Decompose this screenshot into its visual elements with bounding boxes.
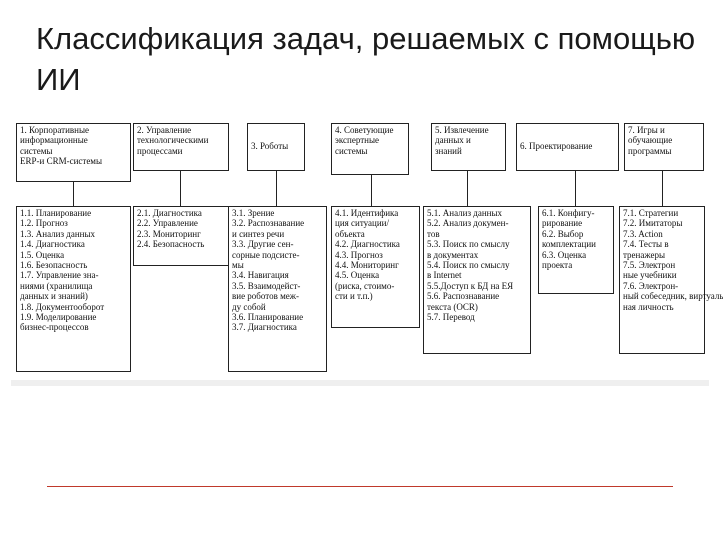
connector-7 [662, 171, 663, 206]
list-item: 1.8. Документооборот [20, 301, 105, 312]
list-item: и синтез речи [232, 228, 285, 239]
list-item: 4.4. Мониторинг [335, 260, 399, 271]
list-item: 5.4. Поиск по смыслу [427, 260, 510, 271]
connector-1 [73, 182, 74, 206]
list-item: 1.3. Анализ данных [20, 228, 96, 239]
list-item: 5.5.Доступ к БД на ЕЯ [427, 280, 514, 291]
items-box-4 [331, 206, 420, 328]
list-item: 3.2. Распознавание [232, 218, 305, 229]
list-item: 2.1. Диагностика [137, 208, 202, 218]
category-box-4 [331, 123, 409, 175]
list-item: ный собеседник, виртуаль [623, 291, 723, 302]
list-item: 4.3. Прогноз [335, 249, 383, 260]
list-item: 1.4. Диагностика [20, 239, 85, 250]
list-item: 7.5. Электрон [623, 260, 676, 271]
items-box-2 [133, 206, 229, 266]
items-box-7 [619, 206, 723, 354]
list-item: 4.5. Оценка [335, 270, 380, 281]
list-item: 3.3. Другие сен- [232, 239, 294, 250]
category-box-3 [247, 123, 305, 171]
connector-3 [276, 171, 277, 206]
list-item: 5.2. Анализ докумен- [427, 218, 509, 229]
list-item: 2.3. Мониторинг [137, 228, 201, 239]
list-item: текста (OCR) [427, 301, 478, 312]
category-box-6 [516, 123, 619, 171]
category-label: 3. Роботы [251, 141, 289, 151]
list-item: 1.5. Оценка [20, 249, 65, 260]
list-item: тренажеры [623, 249, 665, 260]
list-item: 1.7. Управление зна- [20, 270, 99, 281]
list-item: 4.1. Идентифика [335, 208, 399, 218]
list-item: сти и т.п.) [335, 291, 373, 302]
list-item: 1.6. Безопасность [20, 260, 88, 271]
list-item: 5.3. Поиск по смыслу [427, 239, 510, 250]
list-item: ция ситуации/ [335, 218, 389, 229]
list-item: тов [427, 228, 440, 239]
list-item: 6.1. Конфигу- [542, 208, 595, 218]
connector-2 [180, 171, 181, 206]
category-label: 6. Проектирование [520, 141, 593, 151]
list-item: 5.7. Перевод [427, 312, 475, 323]
list-item: 1.1. Планирование [20, 208, 92, 218]
slide-title: Классификация задач, решаемых с помощью ИИ [36, 21, 696, 97]
list-item: в Internet [427, 270, 462, 281]
list-item: ниями (хранилища [20, 280, 93, 291]
connector-6 [575, 171, 576, 206]
list-item: 2.4. Безопасность [137, 239, 205, 250]
category-label: 4. Советующие экспертные системы [335, 125, 394, 156]
list-item: 6.2. Выбор [542, 228, 584, 239]
list-item: ные учебники [623, 270, 677, 281]
list-item: 7.1. Стратегии [623, 208, 679, 218]
category-label: 2. Управление технологическими процессами [137, 125, 209, 156]
list-item: 7.6. Электрон- [623, 280, 679, 291]
list-item: 5.1. Анализ данных [427, 208, 503, 218]
list-item: 6.3. Оценка [542, 249, 587, 260]
list-item: 1.2. Прогноз [20, 218, 68, 229]
list-item: 3.6. Планирование [232, 312, 304, 323]
list-item: 3.4. Навигация [232, 270, 289, 281]
connector-4 [371, 175, 372, 206]
list-item: проекта [542, 260, 573, 271]
list-item: 7.2. Имитаторы [623, 218, 683, 229]
list-item: комплектации [542, 239, 596, 250]
list-item: бизнес-процессов [20, 322, 89, 333]
category-label: 5. Извлечение данных и знаний [435, 125, 489, 156]
list-item: сорные подсисте- [232, 249, 300, 260]
list-item: данных и знаний) [20, 291, 88, 302]
list-item: (риска, стоимо- [335, 280, 395, 291]
category-label: 1. Корпоративные информационные системы ERP-и CRM-системы [20, 125, 103, 167]
diagram-bottom-shadow [11, 380, 709, 386]
list-item: вие роботов меж- [232, 291, 299, 302]
list-item: 4.2. Диагностика [335, 239, 400, 250]
category-box-1 [16, 123, 131, 182]
items-box-6 [538, 206, 614, 294]
list-item: 3.1. Зрение [232, 208, 275, 218]
list-item: 7.4. Тесты в [623, 239, 669, 250]
category-box-2 [133, 123, 229, 171]
list-item: 1.9. Моделирование [20, 312, 97, 323]
list-item: мы [232, 260, 244, 271]
task-classification-diagram [11, 118, 723, 382]
list-item: 7.3. Action [623, 228, 663, 239]
list-item: в документах [427, 249, 479, 260]
list-item: 2.2. Управление [137, 218, 198, 229]
list-item: 3.7. Диагностика [232, 322, 297, 333]
items-box-5 [423, 206, 531, 354]
category-box-5 [431, 123, 506, 171]
list-item: ду собой [232, 301, 266, 312]
list-item: 5.6. Распознавание [427, 291, 500, 302]
list-item: рирование [542, 218, 583, 229]
list-item: ная личность [623, 301, 674, 312]
category-label: 7. Игры и обучающие программы [628, 125, 673, 156]
connector-5 [467, 171, 468, 206]
list-item: 3.5. Взаимодейст- [232, 280, 301, 291]
category-box-7 [624, 123, 704, 171]
footer-divider [47, 486, 673, 487]
items-box-3 [228, 206, 327, 372]
list-item: объекта [335, 228, 365, 239]
items-box-1 [16, 206, 131, 372]
